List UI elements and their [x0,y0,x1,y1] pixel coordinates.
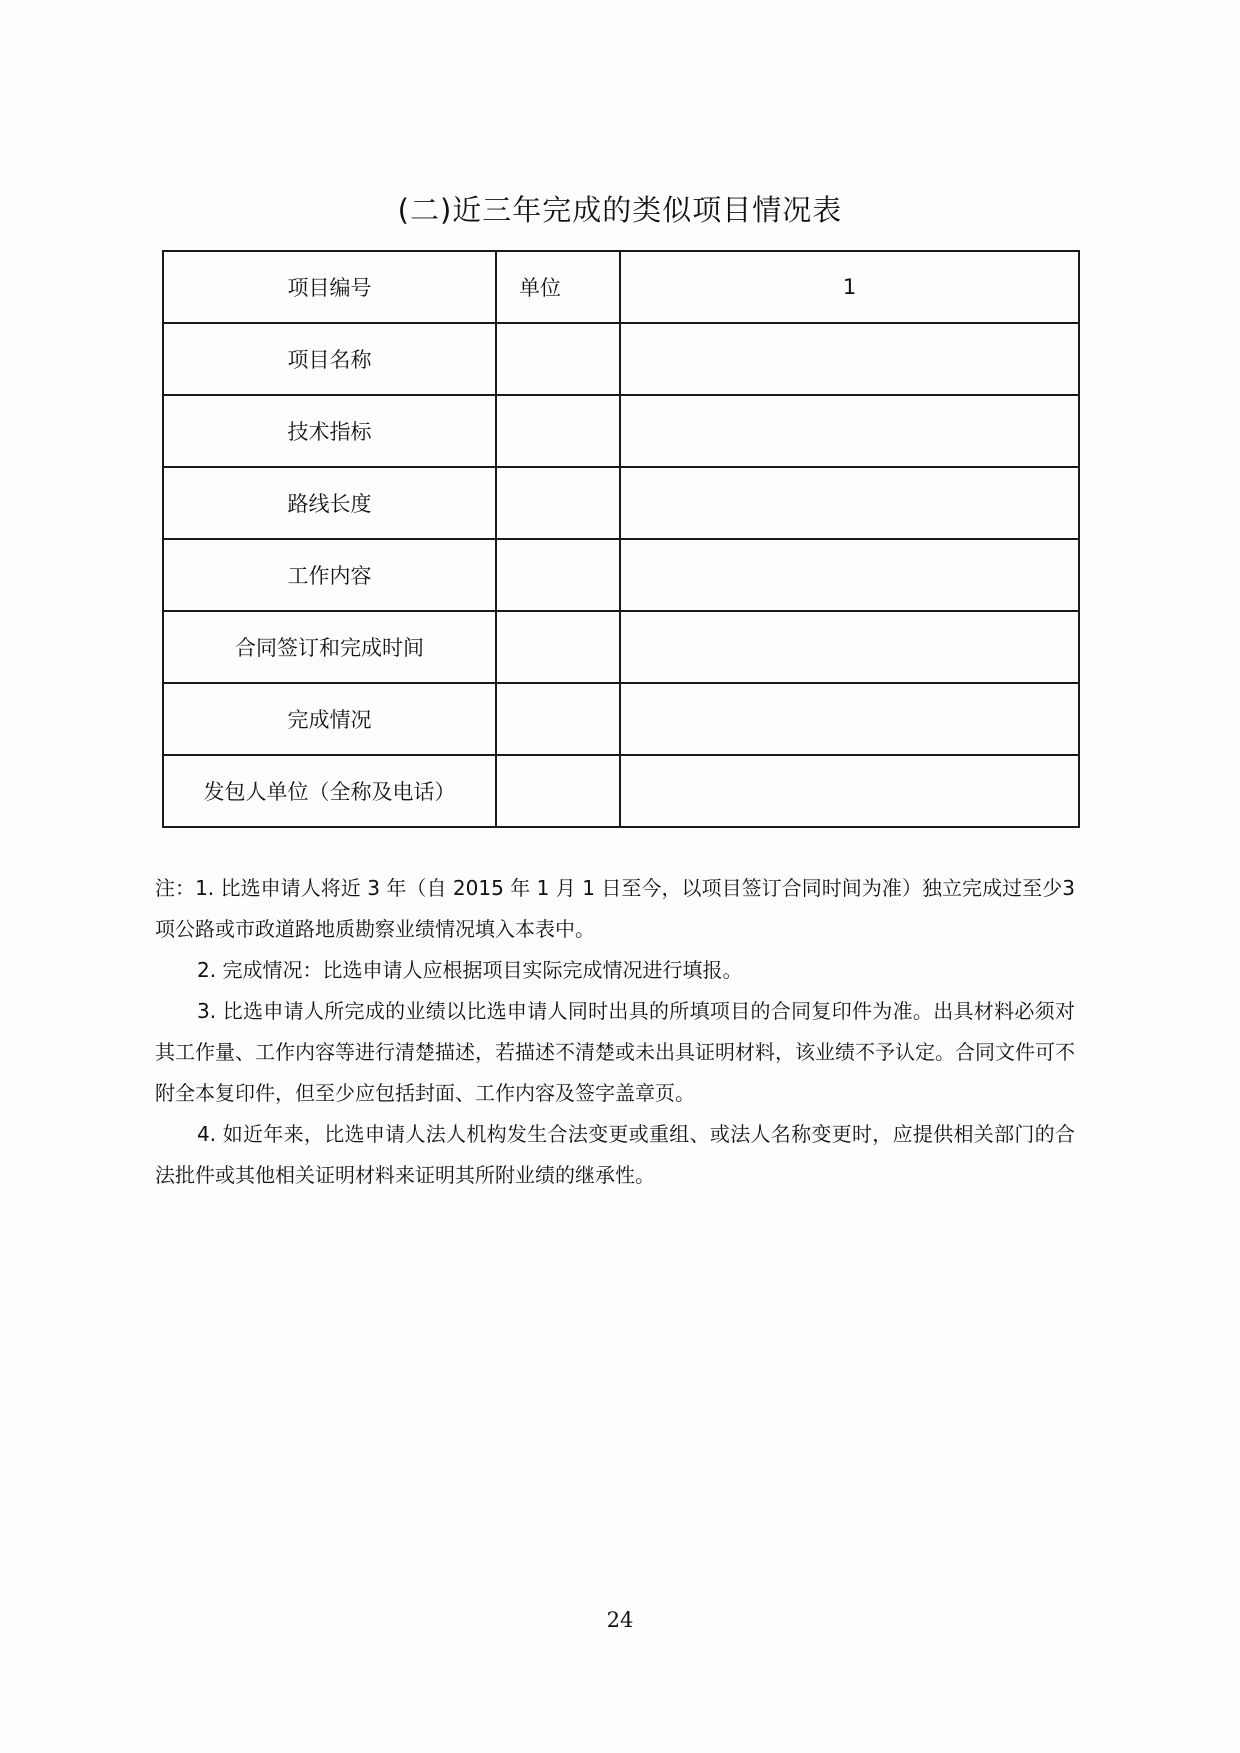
note-2: 2. 完成情况：比选申请人应根据项目实际完成情况进行填报。 [197,958,743,982]
value-cell [620,323,1079,395]
row-label-project-name: 项目名称 [163,323,496,395]
notes-section [155,868,1075,1196]
value-cell [620,611,1079,683]
value-cell [496,323,620,395]
note-4: 4. 如近年来，比选申请人法人机构发生合法变更或重组、或法人名称变更时，应提供相关部门的合法批件或其他相关证明材料来证明其所附业绩的继承性。 [155,1122,1075,1187]
table-row [163,611,1079,683]
note-3: 3. 比选申请人所完成的业绩以比选申请人同时出具的所填项目的合同复印件为准。出具材料必须对其工作量、工作内容等进行清楚描述，若描述不清楚或未出具证明材料，该业绩不予认定。合同文件可不附全本复印件，但至少应包括封面、工作内容及签字盖章页。 [155,999,1075,1105]
row-label-contract-time: 合同签订和完成时间 [163,611,496,683]
row-label-technical-index: 技术指标 [163,395,496,467]
table-row [163,683,1079,755]
value-cell [496,683,620,755]
unit-value: 1 [620,251,1079,323]
table-row [163,755,1079,827]
table-row [163,251,1079,323]
value-cell [496,539,620,611]
value-cell [496,467,620,539]
note-1: 注：1. 比选申请人将近 3 年（自 2015 年 1 月 1 日至今，以项目签订合同时间为准）独立完成过至少3项公路或市政道路地质勘察业绩情况填入本表中。 [155,876,1075,941]
table-row [163,467,1079,539]
value-cell [620,755,1079,827]
value-cell [620,539,1079,611]
value-cell [620,683,1079,755]
table-row [163,395,1079,467]
value-cell [620,467,1079,539]
value-cell [496,611,620,683]
page-title: (二)近三年完成的类似项目情况表 [397,193,843,227]
value-cell [496,395,620,467]
table-row [163,323,1079,395]
row-label-completion-status: 完成情况 [163,683,496,755]
table-row [163,539,1079,611]
value-cell [620,395,1079,467]
row-label-work-content: 工作内容 [163,539,496,611]
unit-label: 单位 [496,251,620,323]
row-label-project-number: 项目编号 [163,251,496,323]
page-number: 24 [606,1608,634,1632]
project-table [162,250,1080,828]
row-label-route-length: 路线长度 [163,467,496,539]
value-cell [496,755,620,827]
row-label-employer: 发包人单位（全称及电话） [163,755,496,827]
